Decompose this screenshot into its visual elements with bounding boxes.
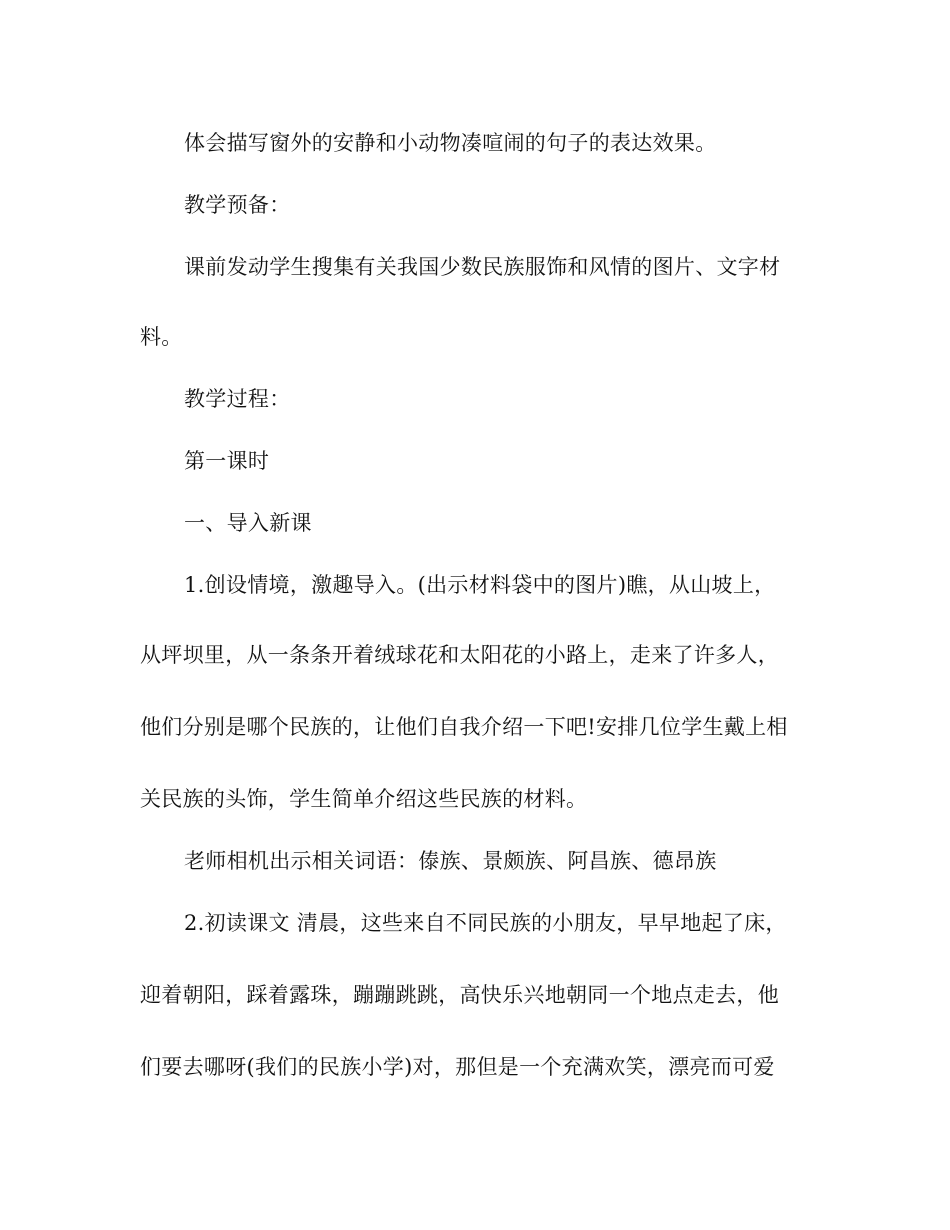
paragraph-line-1: 体会描写窗外的安静和小动物凑喧闹的句子的表达效果。 (184, 131, 717, 155)
paragraph-line-3: 课前发动学生搜集有关我国少数民族服饰和风情的图片、文字材 (184, 255, 781, 279)
paragraph-line-8: 1.创设情境，激趣导入。(出示材料袋中的图片)瞧，从山坡上， (184, 573, 776, 597)
paragraph-line-2: 教学预备： (184, 193, 291, 217)
paragraph-line-9: 从坪坝里，从一条条开着绒球花和太阳花的小路上，走来了许多人， (140, 643, 779, 667)
paragraph-line-6: 第一课时 (184, 449, 270, 473)
paragraph-line-13: 2.初读课文 清晨，这些来自不同民族的小朋友，早早地起了床， (184, 911, 787, 935)
paragraph-line-12: 老师相机出示相关词语：傣族、景颇族、阿昌族、德昂族 (184, 849, 717, 873)
paragraph-line-15: 们要去哪呀(我们的民族小学)对，那但是一个充满欢笑，漂亮而可爱 (140, 1055, 775, 1079)
paragraph-line-14: 迎着朝阳，踩着露珠，蹦蹦跳跳，高快乐兴地朝同一个地点走去，他 (140, 983, 779, 1007)
paragraph-line-5: 教学过程： (184, 387, 291, 411)
paragraph-line-4: 料。 (140, 325, 183, 349)
paragraph-line-11: 关民族的头饰，学生简单介绍这些民族的材料。 (140, 787, 588, 811)
paragraph-line-10: 他们分别是哪个民族的，让他们自我介绍一下吧!安排几位学生戴上相 (140, 715, 788, 739)
paragraph-line-7: 一、导入新课 (184, 511, 312, 535)
